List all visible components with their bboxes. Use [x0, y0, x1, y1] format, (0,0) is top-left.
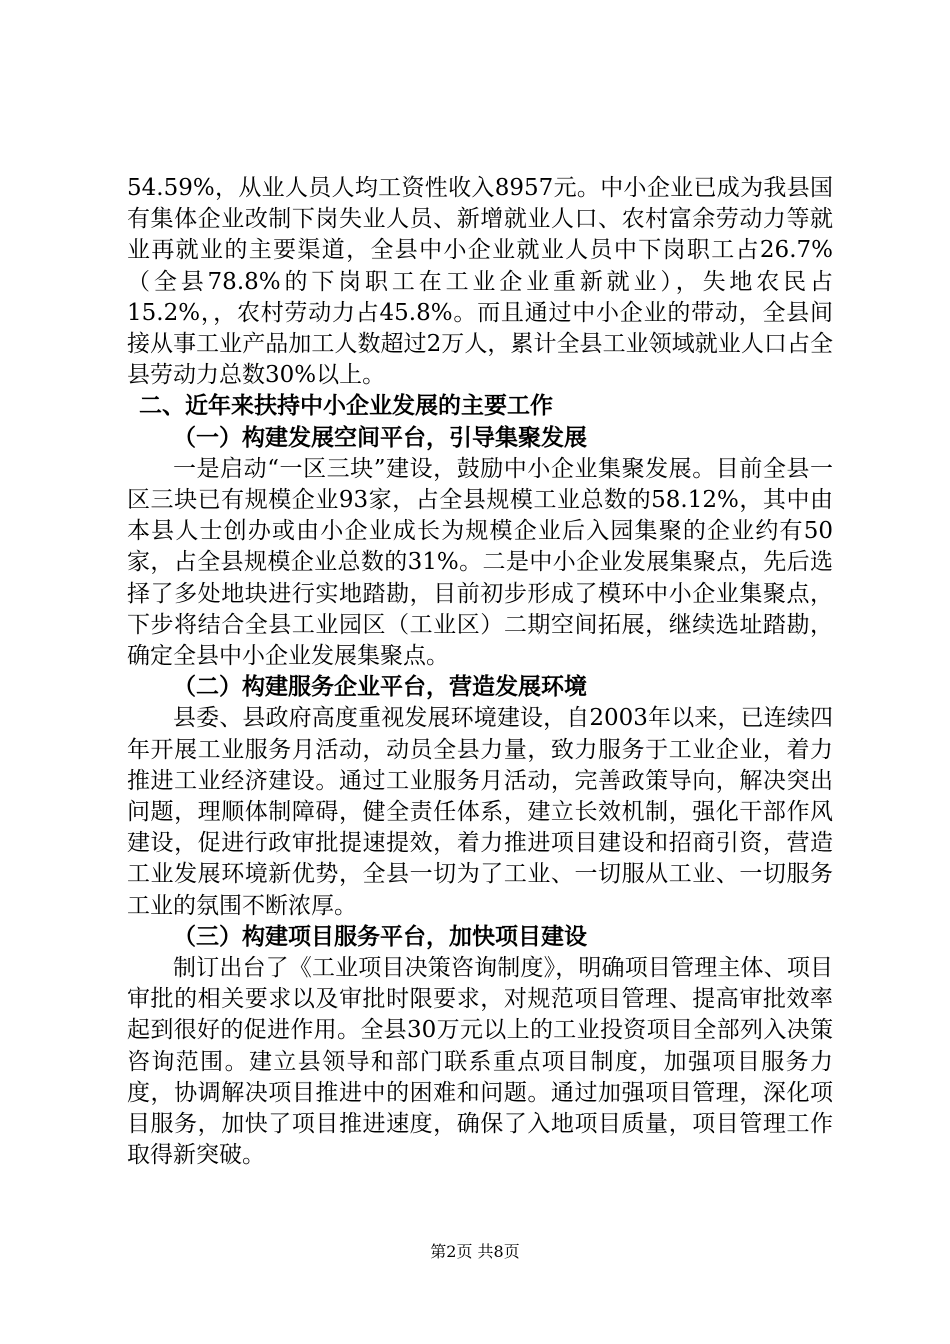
subheading-space-platform: （一）构建发展空间平台，引导集聚发展	[173, 424, 587, 451]
subheading-service-platform: （二）构建服务企业平台，营造发展环境	[173, 674, 587, 701]
section-heading-main-work: 二、近年来扶持中小企业发展的主要工作	[139, 393, 553, 420]
paragraph-project-management: 制订出台了《工业项目决策咨询制度》，明确项目管理主体、项目审批的相关要求以及审批时限要求，对规范项目管理、提高审批效率起到很好的促进作用。全县30万元以上的工业投资项目全部列入决策咨询范围。建立县领导和部门联系重点项目制度，加强项目服务力度，协调解决项目推进中的困难和问题。通过加强项目管理，深化项目服务，加快了项目推进速度，确保了入地项目质量，项目管理工作取得新突破。	[127, 955, 833, 1169]
paragraph-cluster-development: 一是启动“一区三块”建设，鼓励中小企业集聚发展。目前全县一区三块已有规模企业93家，占全县规模工业总数的58.12%，其中由本县人士创办或由小企业成长为规模企业后入园集聚的企业约有50家，占全县规模企业总数的31%。二是中小企业发展集聚点，先后选择了多处地块进行实地踏勘，目前初步形成了模环中小企业集聚点，下步将结合全县工业园区（工业区）二期空间拓展，继续选址踏勘，确定全县中小企业发展集聚点。	[127, 455, 833, 670]
document-body	[127, 173, 833, 1172]
page-number-footer: 第2页 共8页	[430, 1242, 520, 1261]
subheading-project-platform: （三）构建项目服务平台，加快项目建设	[173, 923, 587, 950]
paragraph-service-environment: 县委、县政府高度重视发展环境建设，自2003年以来，已连续四年开展工业服务月活动，动员全县力量，致力服务于工业企业，着力推进工业经济建设。通过工业服务月活动，完善政策导向，解决突出问题，理顺体制障碍，健全责任体系，建立长效机制，强化干部作风建设，促进行政审批提速提效，着力推进项目建设和招商引资，营造工业发展环境新优势，全县一切为了工业、一切服从工业、一切服务工业的氛围不断浓厚。	[127, 705, 833, 919]
paragraph-employment-stats: 54.59%，从业人员人均工资性收入8957元。中小企业已成为我县国有集体企业改制下岗失业人员、新增就业人口、农村富余劳动力等就业再就业的主要渠道，全县中小企业就业人员中下岗职工占26.7%（全县78.8%的下岗职工在工业企业重新就业），失地农民占15.2%，，农村劳动力占45.8%。而且通过中小企业的带动，全县间接从事工业产品加工人数超过2万人，累计全县工业领域就业人口占全县劳动力总数30%以上。	[127, 175, 833, 389]
